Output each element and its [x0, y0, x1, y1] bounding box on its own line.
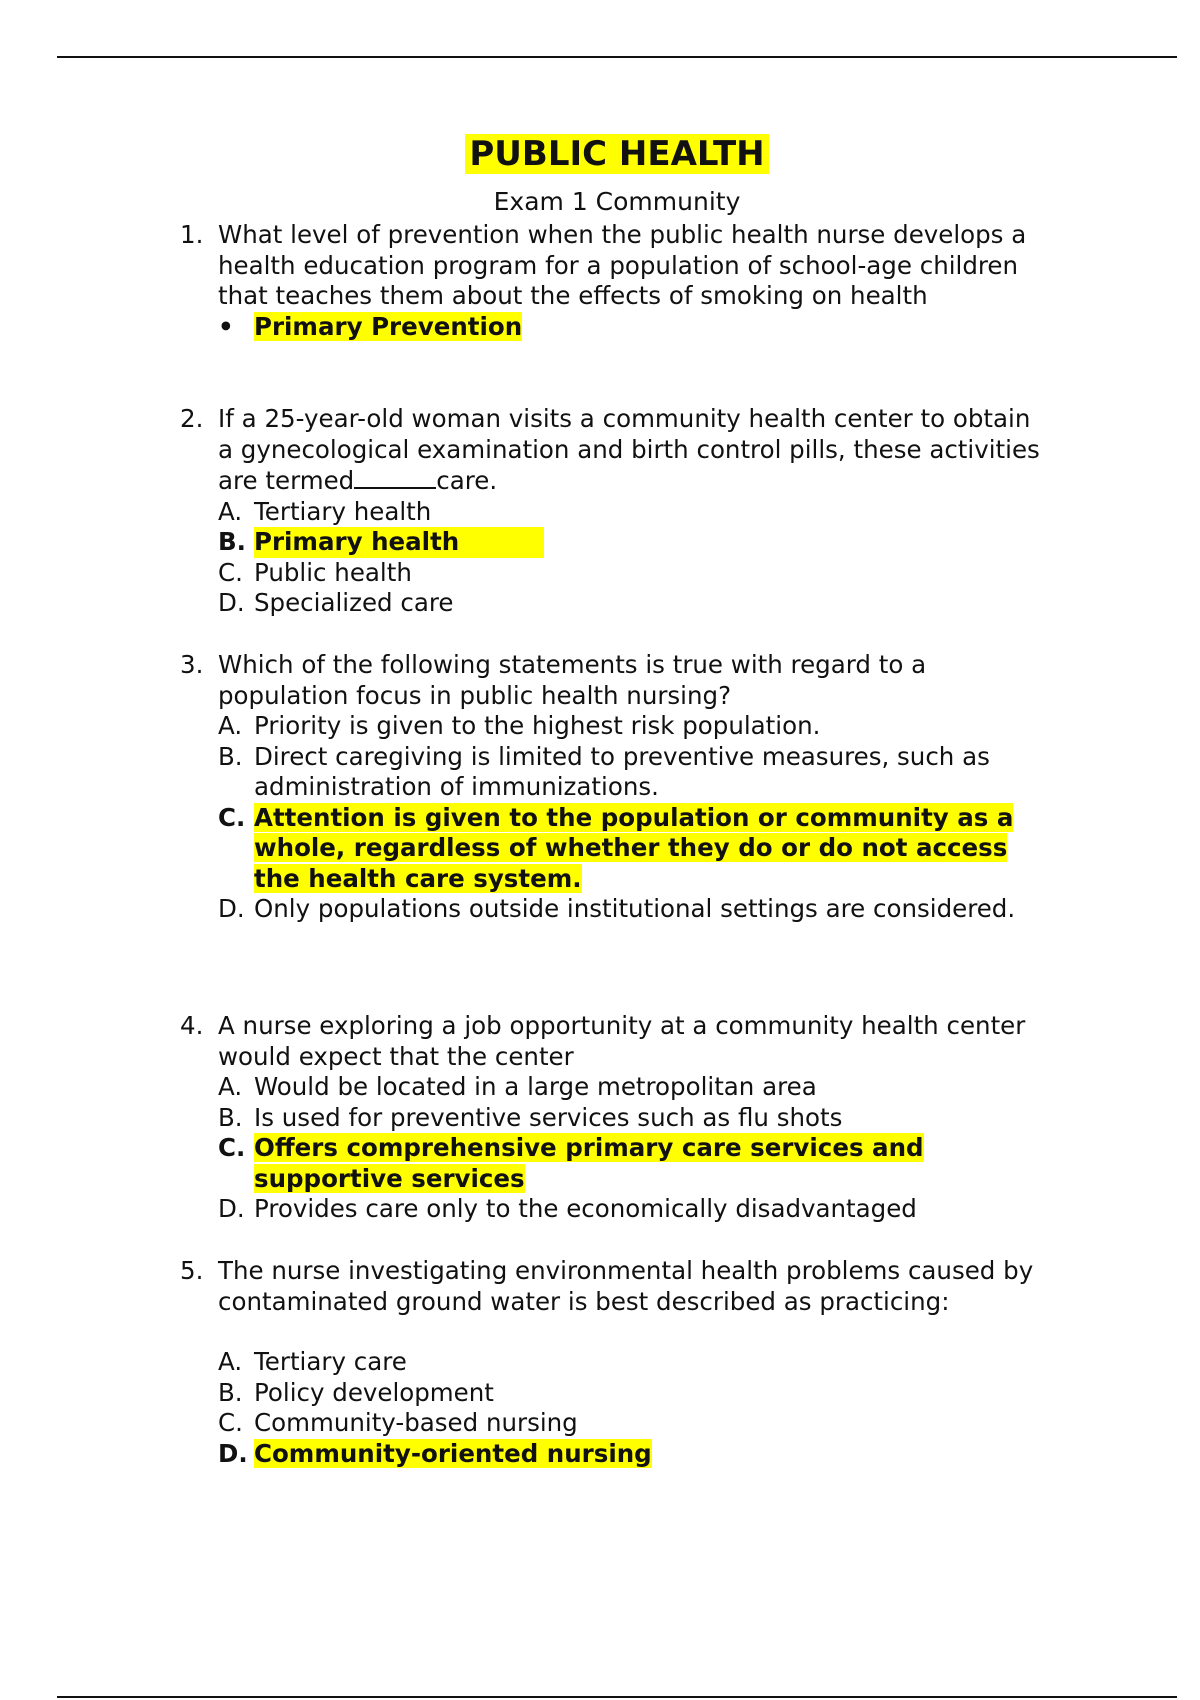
option-text: Provides care only to the economically disadvantaged	[254, 1194, 917, 1223]
option-letter: B.	[218, 1377, 243, 1407]
correct-answer: Primary Prevention	[254, 311, 523, 341]
option-list	[218, 1347, 1040, 1469]
option-letter: C.	[218, 1408, 243, 1437]
option-a	[218, 711, 1040, 742]
option-c	[218, 803, 1040, 895]
option-letter: C.	[218, 1133, 246, 1162]
question-number: 2.	[180, 404, 204, 433]
option-text: Is used for preventive services such as flu shots	[254, 1102, 843, 1132]
option-b	[218, 527, 1040, 558]
option-d	[218, 1194, 1040, 1225]
option-a	[218, 1072, 1040, 1103]
option-a	[218, 497, 1040, 528]
option-b	[218, 1103, 1040, 1134]
page-title	[0, 132, 1200, 176]
option-letter: D.	[218, 1194, 245, 1223]
option-a	[218, 1347, 1040, 1378]
option-c	[218, 1133, 1040, 1194]
option-d	[218, 1439, 1040, 1470]
option-text: Tertiary health	[254, 496, 432, 526]
option-letter: C.	[218, 802, 246, 832]
question-number: 4.	[180, 1011, 204, 1040]
option-letter: C.	[218, 557, 243, 587]
page-title-text: PUBLIC HEALTH	[465, 134, 768, 174]
question-text-after-blank: care.	[436, 466, 498, 495]
answer-row	[218, 312, 1040, 343]
bullet-marker: •	[218, 311, 234, 341]
option-letter: B.	[218, 741, 243, 771]
question-number: 3.	[180, 650, 204, 679]
option-text: Only populations outside institutional settings are considered.	[254, 894, 1016, 923]
option-text: Would be located in a large metropolitan area	[254, 1072, 817, 1101]
option-list	[218, 497, 1040, 619]
option-text: Specialized care	[254, 588, 454, 617]
option-d	[218, 894, 1040, 925]
question-text	[218, 404, 1040, 497]
correct-answer: Community-oriented nursing	[254, 1438, 652, 1468]
question-number: 1.	[180, 220, 204, 249]
question-3	[180, 650, 1040, 925]
option-letter: D.	[218, 588, 245, 617]
option-text: Community-based nursing	[254, 1408, 578, 1437]
option-list	[218, 711, 1040, 925]
correct-answer: Offers comprehensive primary care services and supportive services	[254, 1133, 924, 1193]
option-text: Direct caregiving is limited to preventive measures, such as administration of immunizations.	[254, 741, 990, 801]
question-5	[180, 1256, 1040, 1469]
correct-answer: Attention is given to the population or community as a whole, regardless of whether they do or do not access the health care system.	[254, 802, 1014, 893]
question-text: The nurse investigating environmental health problems caused by contaminated ground water is best described as practicing:	[218, 1256, 1034, 1316]
spacer	[180, 1317, 1040, 1347]
option-b	[218, 742, 1040, 803]
option-c	[218, 558, 1040, 589]
option-letter: D.	[218, 1438, 248, 1468]
question-text: A nurse exploring a job opportunity at a community health center would expect that the center	[218, 1011, 1026, 1071]
correct-answer: Primary health	[254, 527, 544, 558]
option-letter: B.	[218, 527, 246, 556]
question-1	[180, 220, 1040, 342]
footer-rule	[57, 1696, 1177, 1698]
header-rule	[57, 56, 1177, 58]
option-text: Public health	[254, 557, 412, 587]
option-letter: A.	[218, 711, 243, 740]
question-2	[180, 404, 1040, 619]
option-letter: A.	[218, 496, 243, 526]
option-d	[218, 588, 1040, 619]
question-number: 5.	[180, 1256, 204, 1285]
fill-in-blank	[354, 465, 436, 489]
option-text: Priority is given to the highest risk population.	[254, 711, 821, 740]
option-b	[218, 1378, 1040, 1409]
question-text-before-blank: If a 25-year-old woman visits a community health center to obtain a gynecological examination and birth control pills, these activities are termed	[218, 404, 1040, 495]
option-letter: D.	[218, 894, 245, 923]
question-text: What level of prevention when the public health nurse develops a health education program for a population of school-age children that teaches them about the effects of smoking on health	[218, 220, 1027, 310]
option-text: Tertiary care	[254, 1347, 407, 1376]
option-c	[218, 1408, 1040, 1439]
option-letter: A.	[218, 1072, 243, 1101]
question-text: Which of the following statements is true with regard to a population focus in public health nursing?	[218, 650, 927, 710]
page-subtitle: Exam 1 Community	[493, 187, 741, 216]
option-letter: A.	[218, 1347, 243, 1376]
option-letter: B.	[218, 1102, 243, 1132]
option-text: Policy development	[254, 1377, 494, 1407]
option-list	[218, 1072, 1040, 1225]
question-4	[180, 1011, 1040, 1225]
